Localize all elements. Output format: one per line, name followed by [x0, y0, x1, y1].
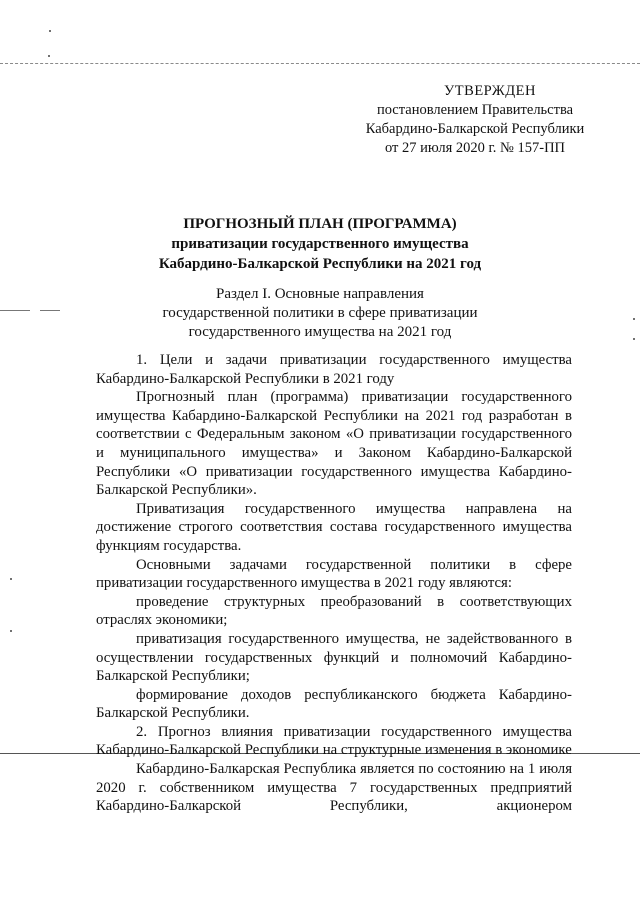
approval-line: Кабардино-Балкарской Республики	[365, 121, 585, 137]
paragraph: Основными задачами государственной политики в сфере приватизации государственного имущества в 2021 году являются:	[96, 556, 572, 592]
title-line: приватизации государственного имущества	[171, 236, 469, 252]
paragraph: Прогнозный план (программа) приватизации государственного имущества Кабардино-Балкарской Республики на 2021 год разработан в соответствии с Федеральным законом «О приватизации государственного и муниципального имущества» и Законом Кабардино-Балкарской Республики «О приватизации государственного имущества Кабардино-Балкарской Республики».	[96, 389, 572, 499]
document-body-continuation	[96, 760, 572, 816]
section-line: Раздел I. Основные направления	[216, 286, 424, 302]
approval-line: постановлением Правительства	[376, 102, 574, 118]
document-title	[60, 214, 580, 274]
paragraph: Приватизация государственного имущества направлена на достижение строгого соответствия состава государственного имущества функциям государства.	[96, 500, 572, 554]
scan-speck	[48, 55, 50, 57]
scan-speck	[633, 338, 635, 340]
section-line: государственной политики в сфере приватизации	[162, 305, 478, 321]
paragraph: проведение структурных преобразований в соответствующих отраслях экономики;	[96, 593, 572, 629]
title-line: Кабардино-Балкарской Республики на 2021 год	[158, 256, 482, 272]
scan-speck	[633, 318, 635, 320]
scan-margin-mark	[40, 310, 60, 311]
title-line: ПРОГНОЗНЫЙ ПЛАН (ПРОГРАММА)	[183, 216, 457, 232]
paragraph: приватизация государственного имущества, не задействованного в осуществлении государственных функций и полномочий Кабардино-Балкарской Республики;	[96, 630, 572, 685]
approval-heading: УТВЕРЖДЕН	[444, 83, 536, 99]
paragraph: 1. Цели и задачи приватизации государственного имущества Кабардино-Балкарской Республики в 2021 году	[96, 352, 572, 387]
scan-top-rule	[0, 63, 640, 64]
approval-block	[330, 82, 620, 158]
scan-speck	[10, 578, 12, 580]
section-heading	[60, 285, 580, 342]
paragraph: Кабардино-Балкарская Республика является по состоянию на 1 июля 2020 г. собственником имущества 7 государственных предприятий Кабардино-Балкарской Республики, акционером	[96, 761, 572, 815]
paragraph: 2. Прогноз влияния приватизации государственного имущества Кабардино-Балкарской Республики на структурные изменения в экономике	[96, 723, 572, 759]
scan-margin-mark	[0, 310, 30, 311]
approval-line: от 27 июля 2020 г. № 157-ПП	[384, 140, 566, 156]
scan-speck	[10, 630, 12, 632]
scan-speck	[49, 30, 51, 32]
document-body	[96, 351, 572, 760]
section-line: государственного имущества на 2021 год	[188, 324, 452, 340]
paragraph: формирование доходов республиканского бюджета Кабардино-Балкарской Республики.	[96, 686, 572, 722]
